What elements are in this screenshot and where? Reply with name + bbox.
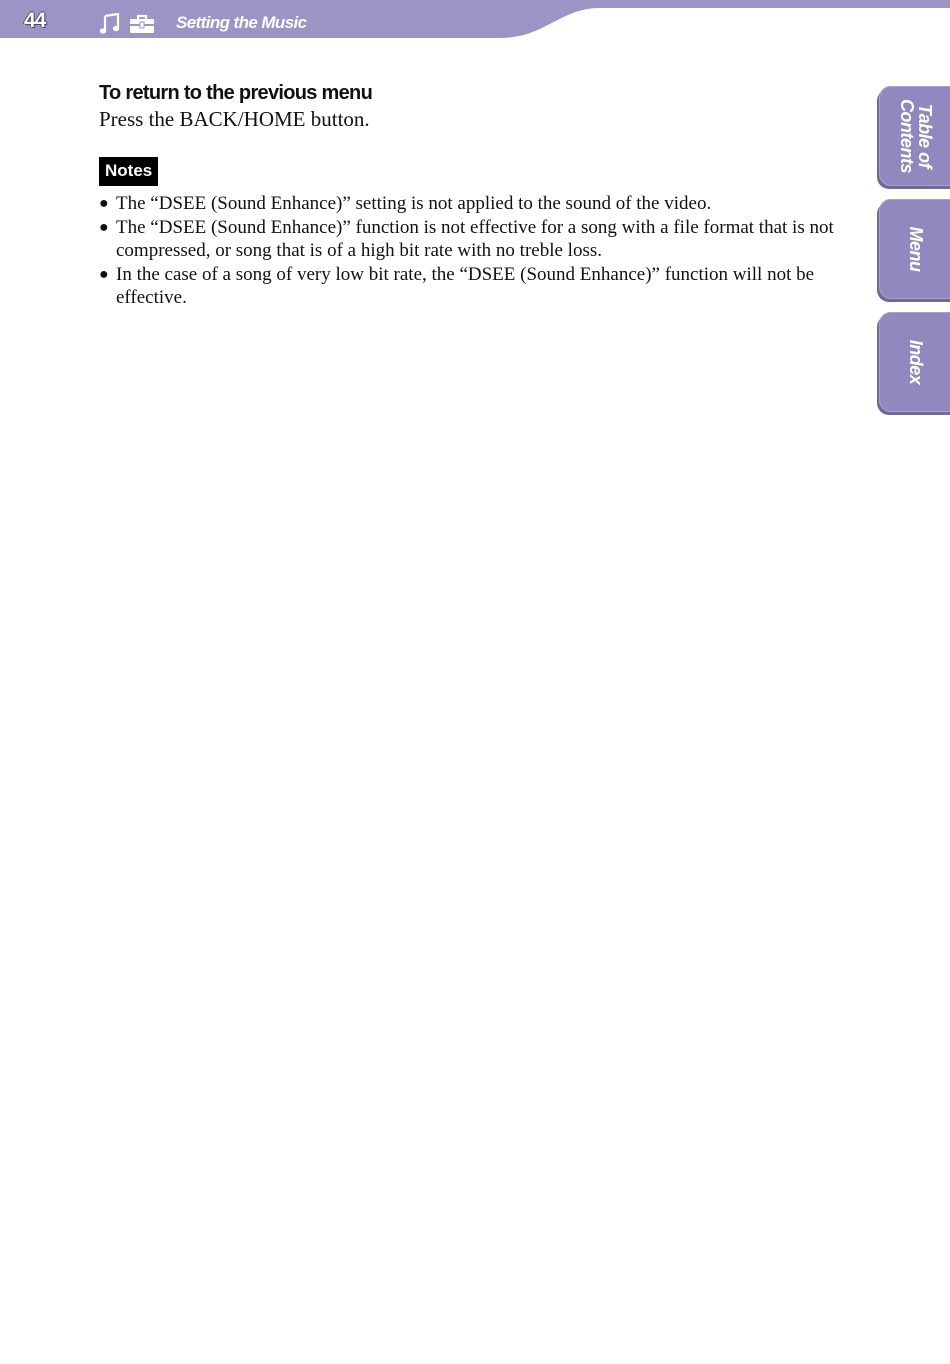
tab-index[interactable] [879,312,950,412]
tab-index-label: Index [906,339,926,385]
instruction-text: Press the BACK/HOME button. [99,107,370,131]
section-title: Setting the Music [176,13,307,32]
note-item [99,192,839,216]
music-note-icon [99,13,121,35]
note-text: In the case of a song of very low bit rate, the “DSEE (Sound Enhance)” function will not be effective. [116,263,815,308]
page-header [0,0,950,40]
main-content [99,80,839,310]
tab-table-of-contents[interactable] [879,86,950,186]
tab-menu[interactable] [879,199,950,299]
note-item [99,216,839,263]
page-number: 44 [24,9,46,32]
subheading: To return to the previous menu [99,82,373,104]
note-item [99,263,839,310]
tab-menu-label: Menu [906,226,926,272]
bullet-icon: ● [99,218,109,236]
toolbox-icon [129,14,155,34]
bullet-icon: ● [99,195,109,212]
tab-table-of-contents-label: Table of Contents [897,99,935,173]
note-text: The “DSEE (Sound Enhance)” function is not effective for a song with a file format that is not compressed, or song that is of a high bit rate with no treble loss. [116,216,834,261]
note-text: The “DSEE (Sound Enhance)” setting is not applied to the sound of the video. [116,193,712,214]
notes-list [99,192,839,310]
notes-label: Notes [99,157,158,186]
bullet-icon: ● [99,265,109,283]
